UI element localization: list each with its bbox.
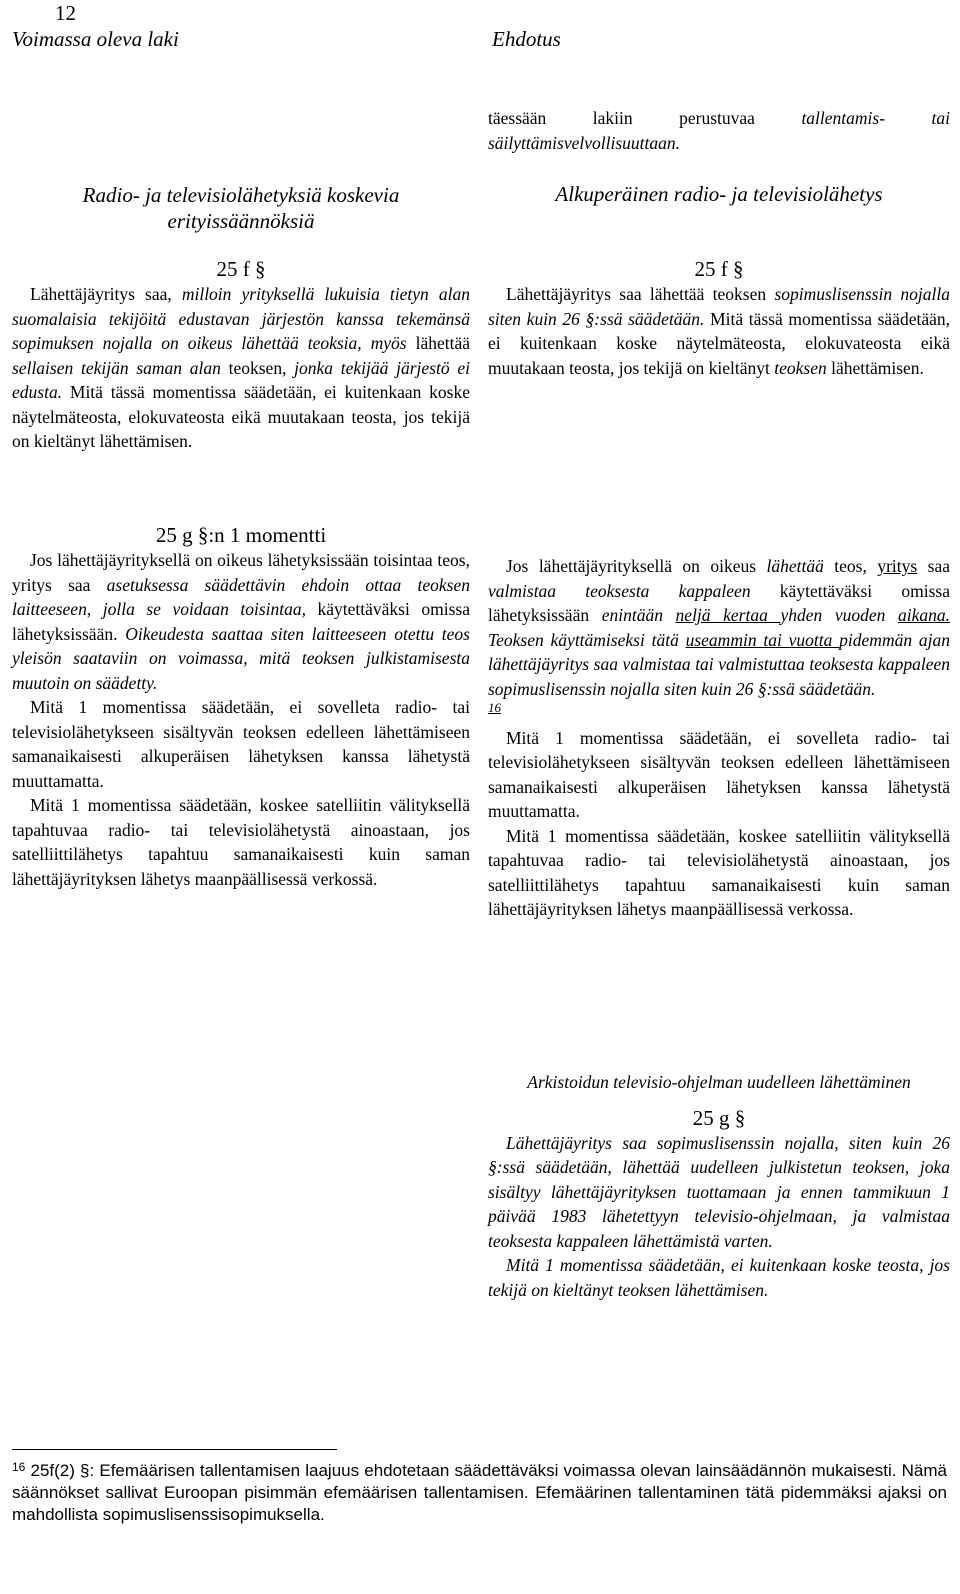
right-heading: Alkuperäinen radio- ja televisiolähetys [555, 182, 883, 206]
left-heading [12, 182, 470, 234]
left-section-25g [12, 522, 470, 891]
italic-run: sellaisen tekijän saman alan [12, 357, 221, 378]
text-run: käytettäväksi omissa lähetyksissään. [12, 599, 470, 644]
left-25g-title: 25 g §:n 1 momentti [155, 523, 327, 547]
text-run: Lähettäjäyritys saa lähettää teoksen [506, 284, 775, 304]
right-25f-title: 25 f § [694, 257, 744, 281]
text-run: käytettäväksi omissa lähetyksissään [488, 580, 950, 625]
left-column-title: Voimassa oleva laki [12, 27, 179, 51]
archived-paragraph-2: Mitä 1 momentissa säädetään, ei kuitenkaan koske teosta, jos tekijä on kieltänyt teoksen lähettämisen. [488, 1255, 950, 1300]
italic-run: pidemmän ajan lähettäjäyritys saa valmistaa tai valmistuttaa teoksesta kappaleen sopimuslisenssin nojalla siten kuin 26 §:ssä säädetään. [488, 629, 950, 699]
left-column [12, 182, 470, 234]
left-heading-part-a: Radio- ja televisiolähetyksiä [82, 183, 322, 207]
italic-run: enintään [601, 605, 676, 625]
right-25f-paragraph [488, 282, 950, 380]
left-25g-paragraph-3: Mitä 1 momentissa säädetään, koskee satelliitin välityksellä tapahtuvaa radio- tai televisiolähetystä ainoastaan, jos satelliittilähetys tapahtuu samanaikaisesti kuin saman lähettäjäyrityksen lähetys maanpäällisessä verkossä. [12, 795, 470, 889]
text-run: Mitä tässä momentissa säädetään, ei kuitenkaan koske näytelmäteosta, elokuvateosta eikä muutakaan teosta, jos tekijä on kieltänyt [488, 308, 950, 378]
right-section-25f [488, 256, 950, 380]
text-run: täessään lakiin perustuvaa [488, 108, 802, 128]
footnote-separator [12, 1449, 337, 1450]
right-25g-paragraph-3: Mitä 1 momentissa säädetään, koskee satelliitin välityksellä tapahtuvaa radio- tai televisiolähetystä ainoastaan, jos satelliittilähetys tapahtuu samanaikaisesti kuin saman lähettäjäyrityksen lähetys maanpäällisessä verkossa. [488, 825, 950, 919]
left-heading-part-b: koskevia [327, 183, 400, 207]
right-column-title: Ehdotus [492, 27, 561, 51]
italic-run: Teoksen käyttämiseksi tätä [488, 629, 686, 650]
text-run: Jos lähettäjäyrityksellä on oikeus lähetyksissään toisintaa teos, yritys saa [12, 550, 470, 595]
text-run: lähettää [406, 333, 470, 353]
italic-run: Oikeudesta saattaa siten laitteeseen otettu teos yleisön saataviin on voimassa, mitä teoksen julkistamisesta muutoin on säädetty. [12, 623, 470, 693]
text-run: Lähettäjäyritys saa, [30, 284, 182, 304]
italic-run: tallentamis- tai säilyttämisvelvollisuuttaan. [488, 108, 951, 153]
footnote-text: 25f(2) §: Efemäärisen tallentamisen laajuus ehdotetaan säädettäväksi voimassa olevan lainsäädännön mukaisesti. Nämä säännökset sallivat Euroopan pisimmän efemäärisen tallentamisen. Efemäärinen tallentaminen tätä pidemmäksi ajaksi on mahdollista sopimuslisenssisopimuksella. [12, 1461, 947, 1524]
text-run: Mitä tässä momentissa säädetään, ei kuitenkaan koske näytelmäteosta, elokuvateosta eikä muutakaan teosta, jos tekijä on kieltänyt lähettämisen. [12, 382, 470, 451]
text-run: teos, [823, 556, 878, 576]
italic-run: yhden vuoden [780, 605, 898, 625]
text-run: lähettämisen. [826, 357, 924, 378]
right-25g-paragraph-1 [488, 554, 950, 726]
italic-run: sopimuslisenssin nojalla siten kuin 26 §:ssä säädetään. [488, 284, 950, 329]
footnote-number: 16 [12, 1460, 26, 1474]
underlined-run: yritys [877, 556, 918, 576]
right-section-archived [488, 1070, 950, 1302]
right-top-continuation [488, 106, 950, 155]
archived-paragraph-1: Lähettäjäyritys saa sopimuslisenssin nojalla, siten kuin 26 §:ssä säädetään, lähettää uudelleen julkistetun teoksen, joka sisältyy lähettäjäyrityksen tuottamaan ja ennen tammikuun 1 päivää 1983 lähetettyyn televisio-ohjelmaan, ja valmistaa teoksesta kappaleen lähettämistä varten. [488, 1132, 950, 1251]
italic-run: valmistaa teoksesta kappaleen [488, 580, 751, 601]
italic-run: milloin yrityksellä lukuisia tietyn alan suomalaisia tekijöitä edustavan järjestön kanssa tekemänsä sopimuksen nojalla on oikeus lähettää teoksia, myös [12, 284, 470, 353]
text-run: saa [917, 556, 950, 576]
right-continuation-text [488, 106, 950, 155]
footnote [12, 1460, 947, 1526]
left-25g-paragraph-2: Mitä 1 momentissa säädetään, ei sovelleta radio- tai televisiolähetykseen sisältyvän teoksen edelleen lähettämiseen samanaikaisesti alkuperäisen lähetyksen kanssa lähetystä muuttamatta. [12, 697, 470, 791]
italic-underlined-run: aikana. [897, 605, 950, 625]
page-number: 12 [55, 1, 76, 25]
text-run: teoksen, [220, 357, 295, 378]
footnote-reference[interactable]: 16 [488, 700, 501, 715]
right-section-25g [488, 554, 950, 922]
italic-run: teoksen [774, 357, 827, 378]
left-heading-part-c: erityissäännöksiä [167, 209, 315, 233]
italic-run: asetuksessa säädettävin ehdoin ottaa teoksen laitteeseen, jolla se voidaan toisintaa, [12, 574, 470, 619]
italic-run: jonka tekijää järjestö ei edusta. [12, 357, 470, 402]
italic-underlined-run: neljä kertaa [675, 605, 781, 625]
left-section-25f [12, 256, 470, 454]
archived-title: 25 g § [692, 1105, 746, 1130]
italic-underlined-run: useammin tai vuotta [685, 629, 840, 650]
left-25f-title: 25 f § [216, 257, 266, 281]
left-25f-paragraph [12, 282, 470, 454]
left-25g-paragraph-1 [12, 548, 470, 695]
italic-run: lähettää [766, 556, 824, 576]
archived-heading: Arkistoidun televisio-ohjelman uudelleen lähettäminen [527, 1072, 911, 1092]
right-25g-paragraph-2: Mitä 1 momentissa säädetään, ei sovelleta radio- tai televisiolähetykseen sisältyvän teoksen edelleen lähettämiseen samanaikaisesti alkuperäisen lähetyksen kanssa lähetystä muuttamatta. [488, 727, 950, 821]
text-run: Jos lähettäjäyrityksellä on oikeus [506, 556, 767, 576]
